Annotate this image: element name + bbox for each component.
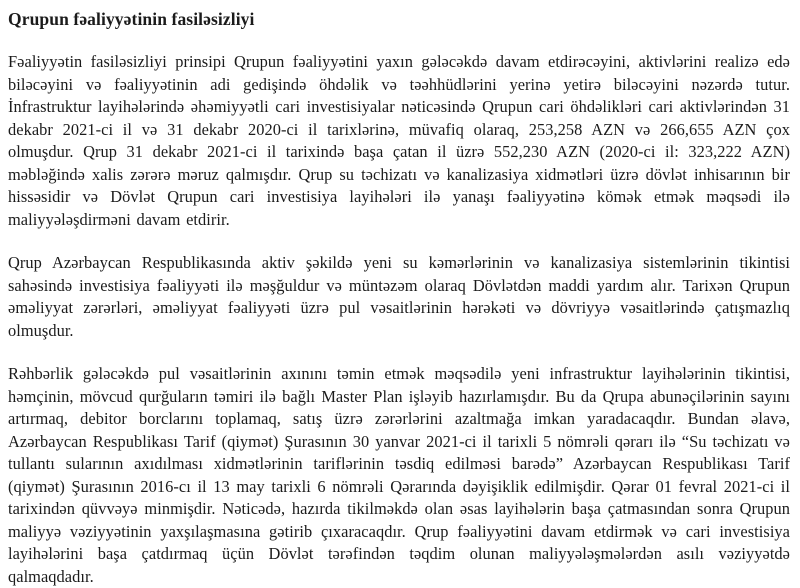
paragraph-management-master-plan: Rəhbərlik gələcəkdə pul vəsaitlərinin axınını təmin etmək məqsədilə yeni infrastruktur layihələrinin tikintisi, həmçinin, mövcud qurğuların təmiri ilə bağlı Master Plan işləyib hazırlamışdır. Bu da Qrupa abunəçilərinin sayını artırmaq, debitor borclarını toplamaq, satış üzrə zərərlərini azaltmağa imkan yaradacaqdır. Bundan əlavə, Azərbaycan Respublikası Tarif (qiymət) Şurasının 30 yanvar 2021-ci il tarixli 5 nömrəli qərarı ilə “Su təchizatı və tullantı sularının axıdılması xidmətlərinin tariflərinin təsdiq edilməsi barədə” Azərbaycan Respublikası Tarif (qiymət) Şurasının 2016-cı il 13 may tarixli 6 nömrəli Qərarında dəyişiklik edilmişdir. Qərar 01 fevral 2021-ci il tarixindən qüvvəyə minmişdir. Nəticədə, hazırda tikilməkdə olan əsas layihələrin başa çatmasından sonra Qrupun maliyyə vəziyyətinin yaxşılaşmasına gətirib çıxaracaqdır. Qrup fəaliyyətini davam etdirmək və cari investisiya layihələrini başa çatdırmaq üçün Dövlət tərəfindən təqdim olunan maliyyələşmələrdən asılı vəziyyətdə qalmaqdadır.: [8, 364, 790, 586]
document-title: Qrupun fəaliyyətinin fasiləsizliyi: [8, 9, 255, 29]
paragraph-investment-activity: Qrup Azərbaycan Respublikasında aktiv şəkildə yeni su kəmərlərinin və kanalizasiya sistemlərinin tikintisi sahəsində investisiya fəaliyyəti ilə məşğuldur və müntəzəm olaraq Dövlətdən maddi yardım alır. Tarixən Qrupun əməliyyat zərərləri, əməliyyat fəaliyyəti üzrə pul vəsaitlərinin hərəkəti və dövriyyə vəsaitlərində çatışmazlıq olmuşdur.: [8, 253, 790, 340]
paragraph-going-concern-principle: Fəaliyyətin fasiləsizliyi prinsipi Qrupun fəaliyyətini yaxın gələcəkdə davam etdirəcəyini, aktivlərini realizə edə biləcəyini və fəaliyyətinin adi gedişində öhdəlik və təəhhüdlərini yerinə yetirə biləcəyini nəzərdə tutur. İnfrastruktur layihələrində əhəmiyyətli cari investisiyalar nəticəsində Qrupun cari öhdəlikləri cari aktivlərindən 31 dekabr 2021-ci il və 31 dekabr 2020-ci il tarixlərinə, müvafiq olaraq, 253,258 AZN və 266,655 AZN çox olmuşdur. Qrup 31 dekabr 2021-ci il tarixində başa çatan il üzrə 552,230 AZN (2020-ci il: 323,222 AZN) məbləğində xalis zərərə məruz qalmışdır. Qrup su təchizatı və kanalizasiya xidmətləri üzrə dövlət inhisarının bir hissəsidir və Dövlət Qrupun cari investisiya layihələri ilə yanaşı fəaliyyətinə kömək etmək məqsədi ilə maliyyələşdirməni davam etdirir.: [8, 52, 790, 229]
